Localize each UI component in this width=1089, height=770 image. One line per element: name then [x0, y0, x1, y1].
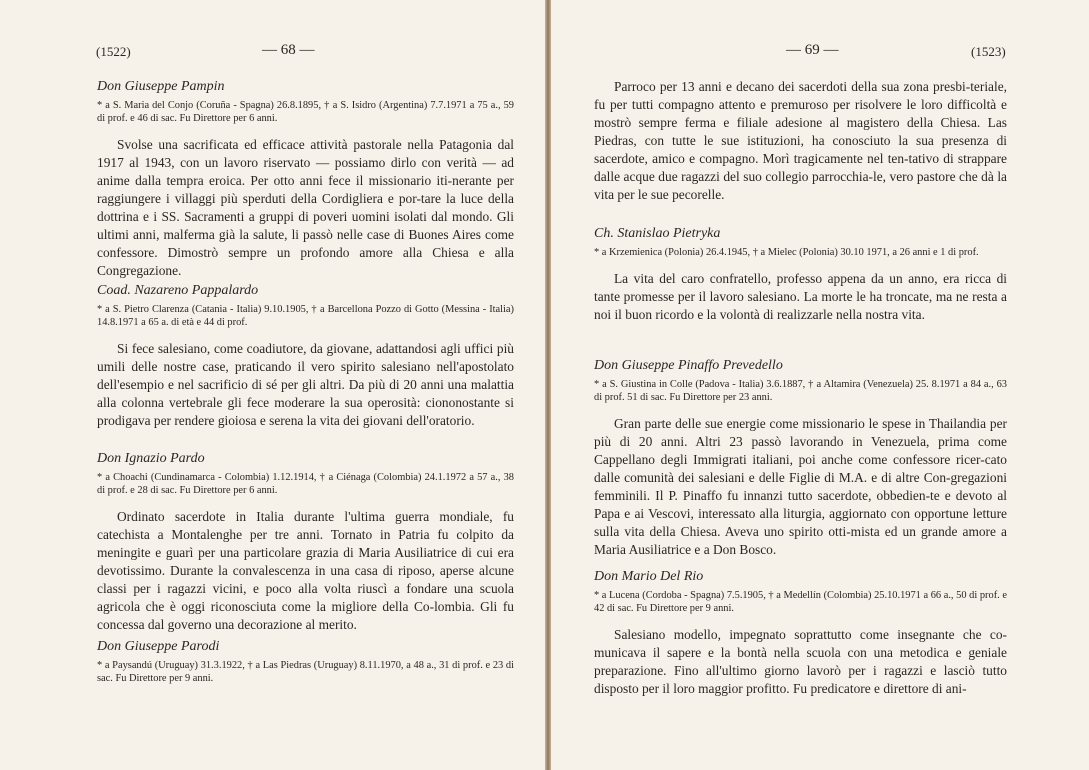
- entry-bio: * a S. Maria del Conjo (Coruña - Spagna) 26.8.1895, † a S. Isidro (Argentina) 7.7.1971 a 75 a., 59 di prof. e 46 di sac. Fu Direttore per 6 anni.: [97, 100, 514, 124]
- entry-text: La vita del caro confratello, professo appena da un anno, era ricca di tante promesse per il lavoro salesiano. La morte le ha troncate, ma ne resta a noi il buon ricordo e la volontà di realizzarle nella nostra vita.: [594, 271, 1007, 322]
- entry-pampin: [97, 78, 514, 280]
- entry-bio: * a Choachi (Cundinamarca - Colombia) 1.12.1914, † a Ciénaga (Colombia) 24.1.1972 a 57 a., 38 di prof. e 28 di sac. Fu Direttore per 6 anni.: [97, 472, 514, 496]
- entry-name: Don Ignazio Pardo: [97, 451, 205, 466]
- entry-text: Gran parte delle sue energie come missionario le spese in Thailandia per più di 20 anni. Altri 23 passò lavorando in Venezuela, prima come Cappellano degli Immigrati italiani, poi anche come confessore ricer-cato dalle comunità dei salesiani e delle Figlie di M.A. e di altre Con-gregazioni femminili. Il P. Pinaffo fu innanzi tutto sacerdote, obbedien-te e devoto al Papa e ai Vescovi, interessato alla liturgia, aggiornato con opportune letture sulla vita della Chiesa. Aveva uno spirito otti-mista ed un grande amore a Maria Ausiliatrice e a Don Bosco.: [594, 416, 1007, 557]
- entry-name: Don Mario Del Rio: [594, 569, 704, 584]
- left-page-code: (1522): [96, 44, 131, 59]
- left-page-number: — 68 —: [262, 42, 315, 58]
- entry-text: Svolse una sacrificata ed efficace attività pastorale nella Patagonia dal 1917 al 1943, con un lavoro riservato — possiamo dirlo con verità — ad anime dalla tempra eroica. Per otto anni fece il missionario iti-nerante per raggiungere i villaggi più sperduti della Cordigliera e por-tare la luce della dottrina e i SS. Sacramenti a gruppi di poveri uomini isolati dal mondo. Gli ultimi anni, malferma già la salute, li passò nelle case di Buones Aires come confessore. Dimostrò sempre un profondo amore alla Chiesa e alla Congregazione.: [97, 137, 514, 278]
- entry-parodi: [97, 638, 514, 685]
- entry-text: Parroco per 13 anni e decano dei sacerdoti della sua zona presbi-teriale, fu per tutti compagno attento e premuroso per risolvere le loro difficoltà e mostrò sempre ferma e filiale adesione al magistero della Chiesa. Las Piedras, con tutte le sue istituzioni, ha conosciuto la sua presenza di sacerdote, amico e compagno. Morì tragicamente nel ten-tativo di strappare dalle acque due ragazzi del suo collegio parrocchia-le, vero pastore che dà la vita per le sue pecorelle.: [594, 79, 1007, 202]
- entry-text: Ordinato sacerdote in Italia durante l'ultima guerra mondiale, fu catechista a Montalenghe per tre anni. Tornato in Patria fu colpito da meningite e guarì per una particolare grazia di Maria Ausiliatrice di cui era devotissimo. Durante la convalescenza in una casa di riposo, aperse alcune classi per i ragazzi vicini, e poco alla volta riuscì a fondare una scuola agricola che è oggi riconosciuta come la migliore della Co-lombia. Gli fu concessa dal governo una decorazione al merito.: [97, 509, 514, 632]
- entry-bio: * a S. Pietro Clarenza (Catania - Italia) 9.10.1905, † a Barcellona Pozzo di Gotto (Messina - Italia) 14.8.1971 a 65 a. di età e 44 di prof.: [97, 304, 514, 328]
- entry-pinaffo: [594, 357, 1007, 559]
- entry-pietryka: [594, 225, 1007, 324]
- right-page: [551, 0, 1089, 770]
- entry-name: Don Giuseppe Pinaffo Prevedello: [594, 358, 783, 373]
- entry-parodi-continued: [594, 78, 1007, 204]
- entry-pardo: [97, 450, 514, 634]
- entry-name: Coad. Nazareno Pappalardo: [97, 283, 259, 298]
- entry-del-rio: [594, 568, 1007, 698]
- entry-name: Ch. Stanislao Pietryka: [594, 226, 721, 241]
- entry-text: Salesiano modello, impegnato soprattutto come insegnante che co-municava il sapere e la bontà nella scuola con una metodica e geniale preparazione. Fino all'ultimo giorno lavorò per i ragazzi e lasciò tutto disposto per il loro maggior profitto. Fu predicatore e direttore di ani-: [594, 627, 1007, 696]
- entry-bio: * a S. Giustina in Colle (Padova - Italia) 3.6.1887, † a Altamira (Venezuela) 25. 8.1971 a 84 a., 63 di prof. 51 di sac. Fu Direttore per 23 anni.: [594, 379, 1007, 403]
- entry-text: Si fece salesiano, come coadiutore, da giovane, adattandosi agli uffici più umili delle nostre case, praticando il vero spirito salesiano nell'apostolato dell'esempio e nel sacrificio di sé per gli altri. Da più di 20 anni una malattia alla colonna vertebrale gli fece moderare la sua operosità: ciononostante si prodigava per rendere gioiosa e serena la vita dei giovani dell'oratorio.: [97, 341, 514, 428]
- entry-bio: * a Krzemienica (Polonia) 26.4.1945, † a Mielec (Polonia) 30.10 1971, a 26 anni e 1 di prof.: [594, 247, 979, 258]
- entry-bio: * a Lucena (Cordoba - Spagna) 7.5.1905, † a Medellín (Colombia) 25.10.1971 a 66 a., 50 di prof. e 42 di sac. Fu Direttore per 9 anni.: [594, 590, 1007, 614]
- right-page-number: — 69 —: [786, 42, 839, 58]
- entry-pappalardo: [97, 282, 514, 430]
- entry-bio: * a Paysandú (Uruguay) 31.3.1922, † a Las Piedras (Uruguay) 8.11.1970, a 48 a., 31 di prof. e 23 di sac. Fu Direttore per 9 anni.: [97, 660, 514, 684]
- right-page-code: (1523): [971, 44, 1006, 59]
- entry-name: Don Giuseppe Pampin: [97, 79, 225, 94]
- entry-name: Don Giuseppe Parodi: [97, 639, 220, 654]
